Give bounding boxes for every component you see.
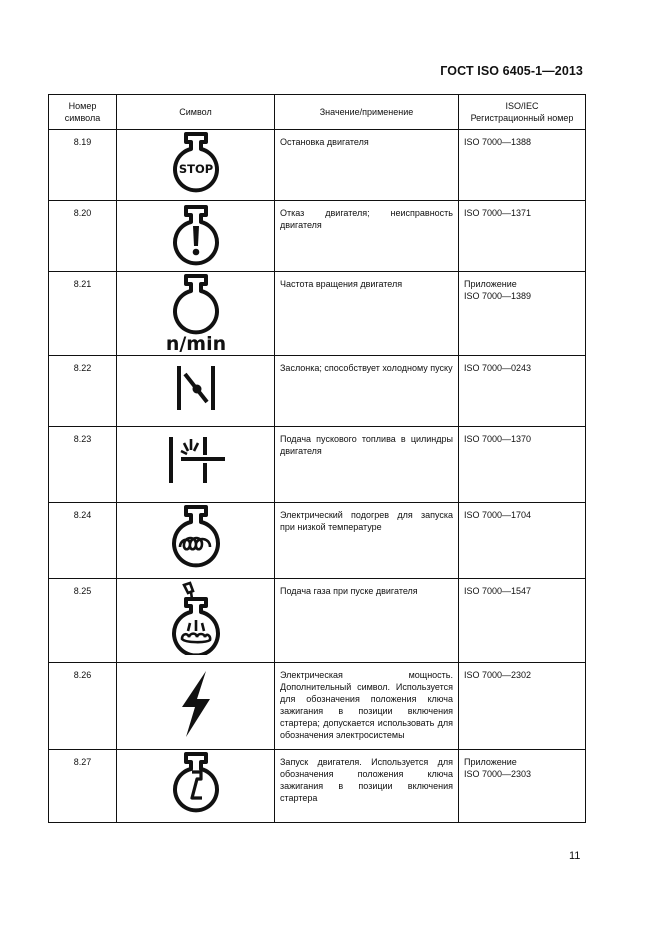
choke-icon (166, 356, 226, 420)
symbol-cell (117, 272, 275, 356)
symbol-number: 8.19 (49, 130, 117, 201)
iso-line1: ISO 7000—0243 (464, 363, 532, 373)
engine-start-icon (166, 750, 226, 816)
symbol-meaning: Электрическая мощность. Дополнительный символ. Используется для обозначения положения ключа зажигания в позиции включения стартера; допускается использовать для обозначения электросистемы (275, 663, 459, 750)
engine-failure-icon (166, 201, 226, 267)
engine-speed-icon (156, 272, 236, 354)
iso-number (459, 579, 586, 663)
symbol-number: 8.24 (49, 503, 117, 579)
symbol-number: 8.20 (49, 201, 117, 272)
symbol-cell (117, 750, 275, 823)
table-row (49, 663, 586, 750)
iso-line1: ISO 7000—1371 (464, 208, 532, 218)
symbol-cell (117, 356, 275, 427)
iso-number (459, 503, 586, 579)
symbol-number: 8.25 (49, 579, 117, 663)
table-row (49, 201, 586, 272)
symbol-cell (117, 427, 275, 503)
symbol-cell (117, 579, 275, 663)
document-code: ГОСТ ISO 6405-1—2013 (440, 64, 583, 78)
header-number (49, 95, 117, 130)
electric-preheat-icon (166, 503, 226, 569)
iso-line1: ISO 7000—2302 (464, 670, 532, 680)
header-number-line1: Номер (68, 101, 97, 111)
table-row (49, 356, 586, 427)
iso-number (459, 201, 586, 272)
iso-number (459, 750, 586, 823)
symbol-number: 8.21 (49, 272, 117, 356)
symbol-meaning: Остановка двигателя (275, 130, 459, 201)
symbol-number: 8.27 (49, 750, 117, 823)
iso-number (459, 272, 586, 356)
symbol-meaning: Частота вращения двигателя (275, 272, 459, 356)
iso-line1: ISO 7000—1547 (464, 586, 532, 596)
symbol-number: 8.22 (49, 356, 117, 427)
symbol-cell (117, 663, 275, 750)
iso-line1: Приложение (464, 757, 517, 767)
header-meaning: Значение/применение (275, 95, 459, 130)
header-iso-line2: Регистрационный номер (470, 113, 574, 123)
symbol-meaning: Электрический подогрев для запуска при низкой температуре (275, 503, 459, 579)
starting-fuel-icon (161, 427, 231, 493)
table-row (49, 750, 586, 823)
symbol-number: 8.23 (49, 427, 117, 503)
iso-line2: ISO 7000—1389 (464, 291, 532, 301)
symbol-cell (117, 201, 275, 272)
stop-label: STOP (178, 162, 213, 176)
engine-stop-icon (166, 130, 226, 194)
header-number-line2: символа (64, 113, 101, 123)
iso-number (459, 663, 586, 750)
header-iso (459, 95, 586, 130)
symbol-meaning: Отказ двигателя; неисправность двигателя (275, 201, 459, 272)
page-number: 11 (569, 850, 581, 862)
iso-number (459, 427, 586, 503)
symbol-meaning: Заслонка; способствует холодному пуску (275, 356, 459, 427)
gas-starting-aid-icon (166, 579, 226, 655)
electrical-power-icon (166, 663, 226, 745)
symbol-meaning: Подача газа при пуске двигателя (275, 579, 459, 663)
speed-unit-label: n/min (165, 333, 226, 354)
iso-line1: ISO 7000—1388 (464, 137, 532, 147)
symbol-meaning: Подача пускового топлива в цилиндры двигателя (275, 427, 459, 503)
table-row (49, 503, 586, 579)
table-row (49, 579, 586, 663)
iso-line2: ISO 7000—2303 (464, 769, 532, 779)
iso-line1: ISO 7000—1704 (464, 510, 532, 520)
symbol-cell (117, 130, 275, 201)
symbol-number: 8.26 (49, 663, 117, 750)
iso-line1: Приложение (464, 279, 517, 289)
iso-number (459, 356, 586, 427)
header-symbol: Символ (117, 95, 275, 130)
table-row (49, 130, 586, 201)
iso-number (459, 130, 586, 201)
header-iso-line1: ISO/IEC (505, 101, 539, 111)
symbol-cell (117, 503, 275, 579)
symbol-meaning: Запуск двигателя. Используется для обозначения положения ключа зажигания в позиции включения стартера (275, 750, 459, 823)
table-row (49, 272, 586, 356)
iso-line1: ISO 7000—1370 (464, 434, 532, 444)
table-row (49, 427, 586, 503)
symbols-table (48, 94, 586, 823)
table-header-row (49, 95, 586, 130)
